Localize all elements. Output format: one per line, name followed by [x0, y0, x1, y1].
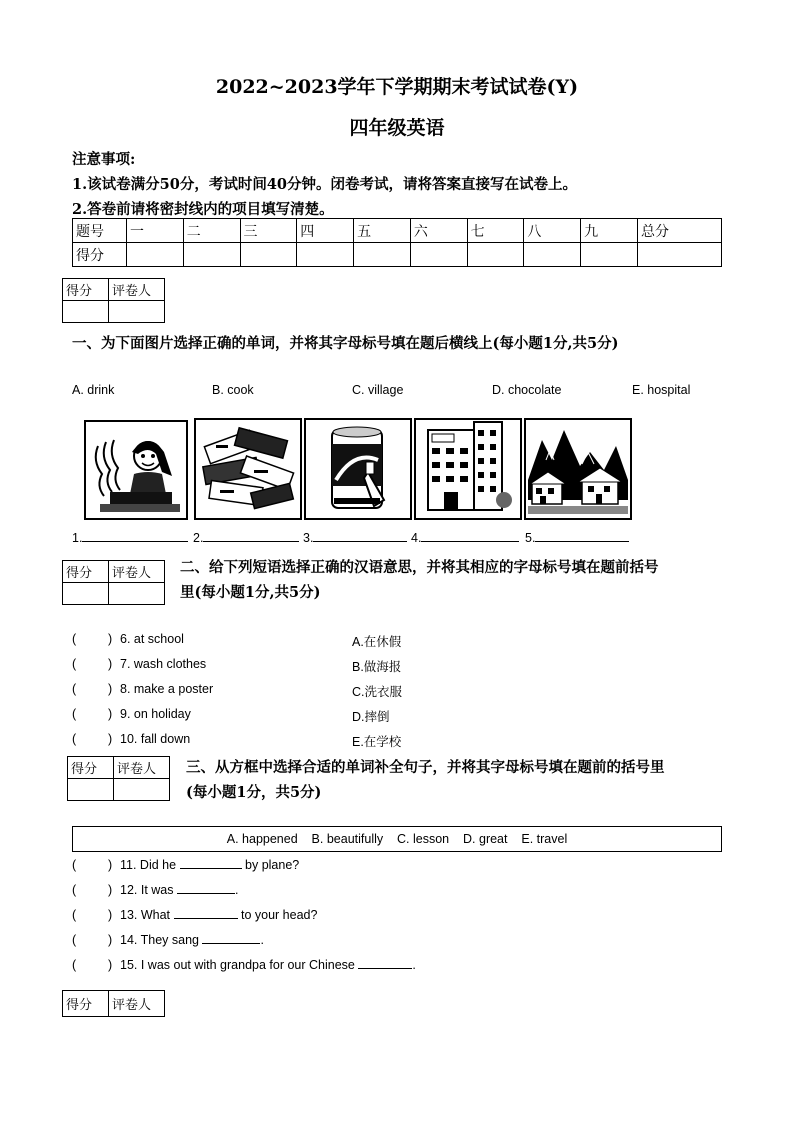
fill-blank[interactable] — [202, 943, 260, 944]
cell-section: 六 — [410, 219, 467, 243]
list-item: ( ) 8. make a poster C.洗衣服 — [72, 682, 403, 699]
sentence: 11. Did he by plane? — [120, 858, 300, 872]
grader-score-cell[interactable] — [63, 583, 109, 605]
phrase: 9. on holiday — [120, 707, 191, 721]
grader-score-label: 得分 — [63, 561, 109, 583]
section3-heading-line1: 三、从方框中选择合适的单词补全句子，并将其字母标号填在题前的括号里 — [186, 759, 665, 776]
score-cell[interactable] — [297, 243, 354, 267]
phrase: 10. fall down — [120, 732, 191, 746]
sentence: 13. What to your head? — [120, 908, 318, 922]
cell-section: 三 — [240, 219, 297, 243]
section2-list — [72, 632, 722, 757]
grader-box — [67, 756, 170, 801]
cell-label: 题号 — [73, 219, 127, 243]
grader-score-label: 得分 — [68, 757, 114, 779]
notes-item-1: 1.该试卷满分50分，考试时间40分钟。闭卷考试，请将答案直接写在试卷上。 — [72, 176, 577, 193]
fill-blank[interactable] — [174, 918, 238, 919]
phrase: 7. wash clothes — [120, 657, 207, 671]
list-item: ( ) 14. They sang . — [72, 933, 264, 947]
meaning: E.在学校 — [352, 735, 402, 749]
score-cell[interactable] — [581, 243, 638, 267]
exam-title: 2022~2023学年下学期期末考试试卷(Y) — [215, 76, 579, 98]
cell-total: 总分 — [638, 219, 722, 243]
grader-box — [62, 990, 165, 1017]
list-item: ( ) 10. fall down E.在学校 — [72, 732, 402, 749]
list-item: ( ) 15. I was out with grandpa for our Chinese . — [72, 958, 416, 972]
meaning: B.做海报 — [352, 660, 402, 674]
list-item: ( ) 9. on holiday D.摔倒 — [72, 707, 390, 724]
grader-score-cell[interactable] — [63, 301, 109, 323]
answer-blank-3[interactable]: 3. — [303, 531, 407, 545]
option-chocolate: D. chocolate — [492, 383, 562, 397]
village-picture — [524, 418, 632, 520]
grader-box — [62, 560, 165, 605]
list-item: ( ) 12. It was . — [72, 883, 239, 897]
cell-section: 二 — [183, 219, 240, 243]
answer-blank-2[interactable]: 2. — [193, 531, 299, 545]
fill-blank[interactable] — [358, 968, 412, 969]
option-hospital: E. hospital — [632, 383, 691, 397]
list-item: ( ) 6. at school A.在休假 — [72, 632, 402, 649]
grader-box — [62, 278, 165, 323]
section2-heading-line2: 里(每小题1分,共5分) — [180, 584, 321, 601]
grader-reviewer-cell[interactable] — [114, 779, 170, 801]
answer-blank-4[interactable]: 4. — [411, 531, 519, 545]
score-cell[interactable] — [240, 243, 297, 267]
sentence: 15. I was out with grandpa for our Chinese . — [120, 958, 416, 972]
answer-blank-5[interactable]: 5. — [525, 531, 629, 545]
score-table-header-row — [73, 219, 722, 243]
hospital-picture — [414, 418, 522, 520]
grader-score-cell[interactable] — [68, 779, 114, 801]
section3-heading-line2: (每小题1分，共5分) — [186, 784, 322, 801]
chocolate-picture — [194, 418, 302, 520]
cell-section: 七 — [467, 219, 524, 243]
grader-reviewer-cell[interactable] — [109, 301, 165, 323]
grader-reviewer-label: 评卷人 — [114, 757, 170, 779]
score-cell[interactable] — [410, 243, 467, 267]
score-cell[interactable] — [467, 243, 524, 267]
score-table-score-row — [73, 243, 722, 267]
notes-item-2: 2.答卷前请将密封线内的项目填写清楚。 — [72, 201, 334, 218]
cell-section: 九 — [581, 219, 638, 243]
option-drink: A. drink — [72, 383, 115, 397]
grader-reviewer-cell[interactable] — [109, 583, 165, 605]
sentence: 12. It was . — [120, 883, 239, 897]
meaning: D.摔倒 — [352, 710, 390, 724]
grader-reviewer-label: 评卷人 — [109, 561, 165, 583]
cell-section: 八 — [524, 219, 581, 243]
section3-list — [72, 858, 722, 983]
list-item: ( ) 7. wash clothes B.做海报 — [72, 657, 402, 674]
cell-section: 四 — [297, 219, 354, 243]
fill-blank[interactable] — [180, 868, 242, 869]
grader-reviewer-label: 评卷人 — [109, 991, 165, 1017]
cell-section: 一 — [127, 219, 184, 243]
notes-heading: 注意事项: — [72, 151, 136, 168]
sentence: 14. They sang . — [120, 933, 264, 947]
score-cell[interactable] — [354, 243, 411, 267]
word-box: A. happened B. beautifully C. lesson D. great E. travel — [72, 826, 722, 852]
grader-reviewer-label: 评卷人 — [109, 279, 165, 301]
score-cell[interactable] — [524, 243, 581, 267]
fill-blank[interactable] — [177, 893, 235, 894]
drink-can-picture — [304, 418, 412, 520]
exam-subtitle: 四年级英语 — [349, 117, 445, 139]
answer-blank-1[interactable]: 1. — [72, 531, 188, 545]
meaning: A.在休假 — [352, 635, 402, 649]
cell-label: 得分 — [73, 243, 127, 267]
option-cook: B. cook — [212, 383, 254, 397]
score-cell[interactable] — [183, 243, 240, 267]
cooking-girl-picture — [84, 420, 188, 520]
list-item: ( ) 11. Did he by plane? — [72, 858, 300, 872]
grader-score-label: 得分 — [63, 991, 109, 1017]
meaning: C.洗衣服 — [352, 685, 403, 699]
phrase: 6. at school — [120, 632, 184, 646]
score-table — [72, 218, 722, 267]
section2-heading-line1: 二、给下列短语选择正确的汉语意思，并将其相应的字母标号填在题前括号 — [180, 559, 659, 576]
grader-score-label: 得分 — [63, 279, 109, 301]
option-village: C. village — [352, 383, 404, 397]
cell-section: 五 — [354, 219, 411, 243]
section1-heading: 一、为下面图片选择正确的单词，并将其字母标号填在题后横线上(每小题1分,共5分) — [72, 335, 619, 352]
score-cell[interactable] — [127, 243, 184, 267]
list-item: ( ) 13. What to your head? — [72, 908, 318, 922]
score-cell[interactable] — [638, 243, 722, 267]
phrase: 8. make a poster — [120, 682, 214, 696]
